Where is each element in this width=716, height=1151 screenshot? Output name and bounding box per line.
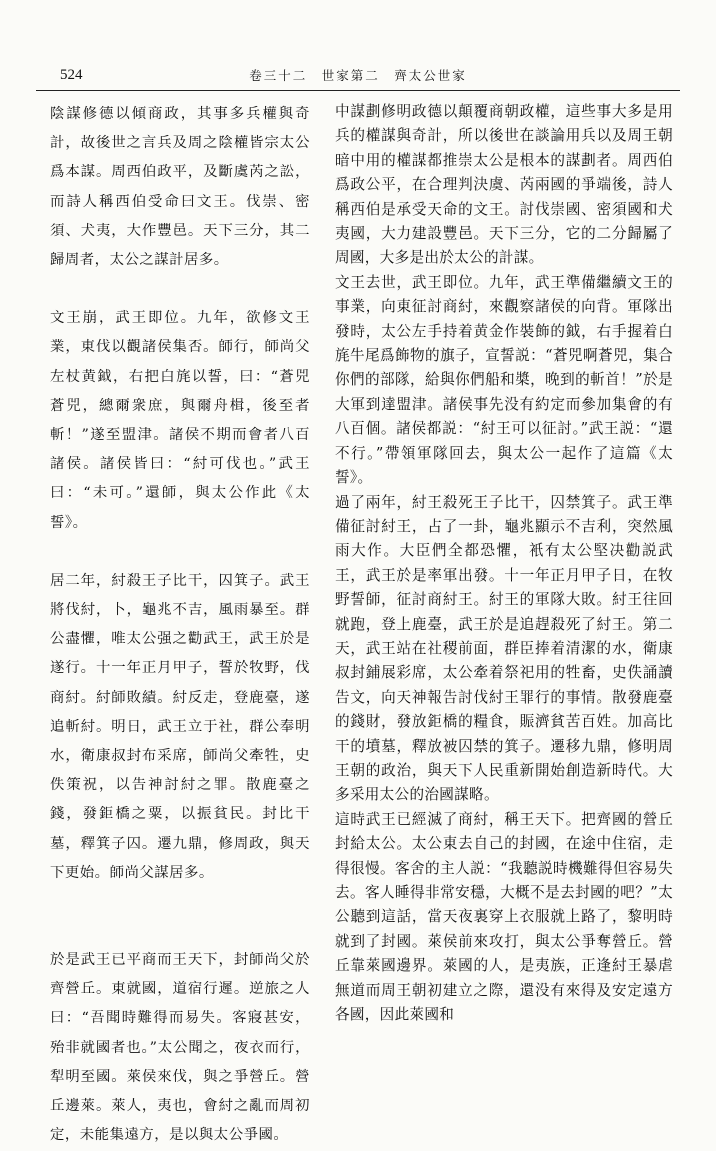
classical-paragraph: 陰謀修德以傾商政，其事多兵權與奇計，故後世之言兵及周之陰權皆宗太公爲本謀。周西伯政平，及斷虞芮之訟，而詩人稱西伯受命曰文王。伐崇、密須、犬夷，大作豐邑。天下三分，其二歸周者，太公之謀計居多。	[50, 106, 310, 269]
classical-paragraph: 於是武王已平商而王天下，封師尚父於齊營丘。東就國，道宿行遲。逆旅之人曰：“吾聞時難得而易失。客寢甚安，殆非就國者也。”太公聞之，夜衣而行，犁明至國。萊侯來伐，與之爭營丘。營丘邊萊。萊人，夷也，會紂之亂而周初定，未能集遠方，是以與太公爭國。	[50, 952, 310, 1144]
translation-paragraph: 過了兩年，紂王殺死王子比干，囚禁箕子。武王準備征討紂王，占了一卦，龜兆顯示不吉利，突然風雨大作。大臣們全都恐懼，衹有太公堅决勸説武王，武王於是率軍出發。十一年正月甲子日，在牧野誓師，征討商紂王。紂王的軍隊大敗。紂王往回就跑，登上鹿臺，武王於是追趕殺死了紂王。第二天，武王站在社稷前面，群臣捧着清潔的水，衛康叔封鋪展彩席，太公牽着祭祀用的牲畜，史佚誦讀告文，向天神報告討伐紂王罪行的事情。散發鹿臺的錢財，發放鉅橋的糧食，賑濟貧苦百姓。加高比干的墳墓，釋放被囚禁的箕子。遷移九鼎，修明周王朝的政治，與天下人民重新開始創造新時代。大多采用太公的治國謀略。	[335, 493, 673, 804]
translation-paragraph: 中謀劃修明政德以顛覆商朝政權，這些事大多是用兵的權謀與奇計，所以後世在談論用兵以及周王朝暗中用的權謀都推崇太公是根本的謀劃者。周西伯爲政公平，在合理判決虞、芮兩國的爭端後，詩人稱西伯是承受天命的文王。討伐崇國、密須國和犬夷國，大力建設豐邑。天下三分，它的二分歸屬了周國，大多是出於太公的計謀。	[335, 103, 673, 267]
running-head: 卷三十二 世家第二 齊太公世家	[249, 68, 467, 83]
page-header	[36, 60, 680, 91]
classical-paragraph: 居二年，紂殺王子比干，囚箕子。武王將伐紂，卜，龜兆不吉，風雨暴至。群公盡懼，唯太公强之勸武王，武王於是遂行。十一年正月甲子，誓於牧野，伐商紂。紂師敗績。紂反走，登鹿臺，遂追斬紂。明日，武王立于社，群公奉明水，衛康叔封布采席，師尚父牽牲，史佚策祝，以告神討紂之罪。散鹿臺之錢，發鉅橋之粟，以振貧民。封比干墓，釋箕子囚。遷九鼎，修周政，與天下更始。師尚父謀居多。	[50, 572, 310, 881]
classical-paragraph: 文王崩，武王即位。九年，欲修文王業，東伐以觀諸侯集否。師行，師尚父左杖黄鉞，右把白旄以誓，曰：“蒼兕蒼兕，總爾衆庶，與爾舟楫，後至者斬！”遂至盟津。諸侯不期而會者八百諸侯。諸侯皆曰：“紂可伐也。”武王曰：“未可。”還師，與太公作此《太誓》。	[50, 310, 310, 531]
translation-paragraph: 文王去世，武王即位。九年，武王準備繼續文王的事業，向東征討商紂，來觀察諸侯的向背。軍隊出發時，太公左手持着黄金作裝飾的鉞，右手握着白旄牛尾爲飾物的旗子，宣誓説：“蒼兕啊蒼兕，集合你們的部隊，給與你們船和槳，晚到的斬首！”於是大軍到達盟津。諸侯事先没有約定而參加集會的有八百個。諸侯都説：“紂王可以征討。”武王説：“還不行。”帶領軍隊回去，與太公一起作了這篇《太誓》。	[335, 273, 673, 487]
page-number: 524	[60, 67, 83, 83]
translation-paragraph: 這時武王已經滅了商紂，稱王天下。把齊國的營丘封給太公。太公東去自己的封國，在途中住宿，走得很慢。客舍的主人説：“我聽説時機難得但容易失去。客人睡得非常安穩，大概不是去封國的吧？”太公聽到這話，當天夜裏穿上衣服就上路了，黎明時就到了封國。萊侯前來攻打，與太公爭奪營丘。營丘靠萊國邊界。萊國的人，是夷族，正逢紂王暴虐無道而周王朝初建立之際，還没有來得及安定遠方各國，因此萊國和	[335, 810, 673, 1024]
classical-text-column	[50, 100, 310, 1151]
translation-column	[335, 100, 673, 1027]
